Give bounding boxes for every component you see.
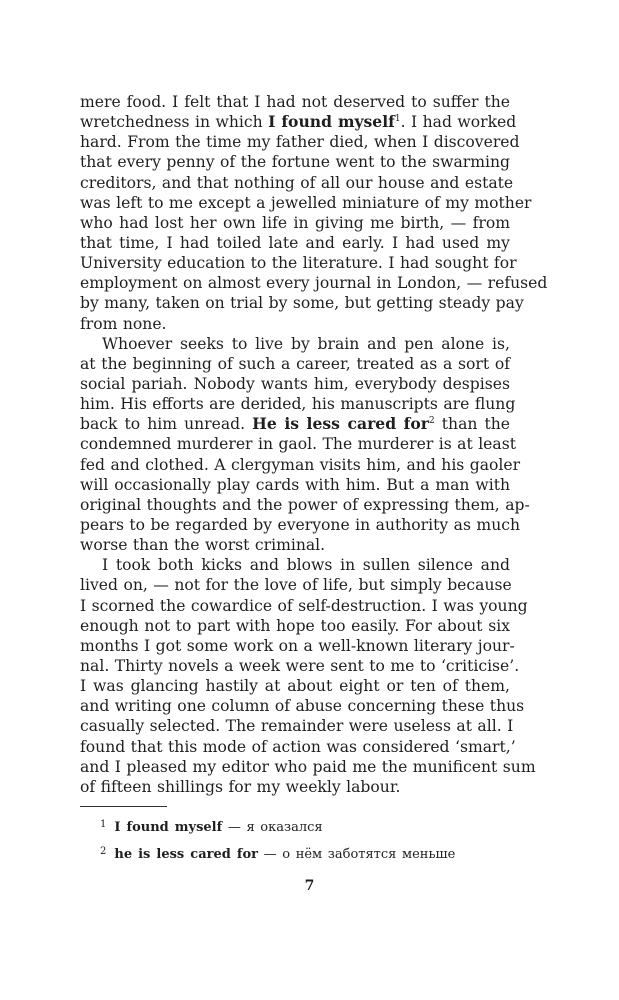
footnote-ref: 2 xyxy=(428,416,435,427)
footnote-ref: 1 xyxy=(394,114,401,125)
text-line: pears to be regarded by everyone in authority as much xyxy=(80,515,521,534)
text-line: found that this mode of action was considered ‘smart,’ xyxy=(80,737,516,756)
text-line: months I got some work on a well-known literary jour- xyxy=(80,636,515,655)
text-line: I took both kicks and blows in sullen silence and xyxy=(102,556,510,575)
footnote-translation: — о нём заботятся меньше xyxy=(257,847,456,862)
text-line: mere food. I felt that I had not deserved to suffer the xyxy=(80,93,510,111)
footnote-divider xyxy=(80,806,167,807)
text-line: condemned murderer in gaol. The murderer is at least xyxy=(80,435,516,454)
text-line: social pariah. Nobody wants him, everybody despises xyxy=(80,374,510,393)
text-line: creditors, and that nothing of all our house and estate xyxy=(80,173,514,192)
text-line: enough not to part with hope too easily. For about six xyxy=(80,616,510,635)
text-line: that every penny of the fortune went to the swarming xyxy=(80,153,510,172)
text-line: him. His efforts are derided, his manuscripts are flung xyxy=(80,395,516,414)
footnote-number: 2 xyxy=(100,846,107,857)
text-line: hard. From the time my father died, when I discovered xyxy=(80,133,520,152)
text-line: worse than the worst criminal. xyxy=(80,536,326,555)
text-line: wretchedness in which I found myself$^1$. I had worked xyxy=(80,112,517,132)
text-line: back to him unread. He is less cared for$^2$ than the xyxy=(80,414,510,434)
text-line: from none. xyxy=(80,314,167,333)
text-line: that time, I had toiled late and early. I had used my xyxy=(80,233,510,252)
text-line: I was glancing hastily at about eight or ten of them, xyxy=(80,677,510,696)
text-line: was left to me except a jewelled miniature of my mother xyxy=(80,193,532,212)
text-line: Whoever seeks to live by brain and pen alone is, xyxy=(102,334,510,353)
footnote-term: I found myself xyxy=(114,820,223,835)
page-number: 7 xyxy=(304,878,315,894)
text-line: casually selected. The remainder were useless at all. I xyxy=(80,717,514,736)
footnote-term: he is less cared for xyxy=(114,847,258,862)
text-line: who had lost her own life in giving me birth, — from xyxy=(80,213,510,232)
footnote-number: 1 xyxy=(100,819,107,830)
text-line: and writing one column of abuse concerning these thus xyxy=(80,697,525,716)
text-line: nal. Thirty novels a week were sent to me to ‘criticise’. xyxy=(80,656,520,675)
text-line: by many, taken on trial by some, but getting steady pay xyxy=(80,294,524,313)
text-line: original thoughts and the power of expressing them, ap- xyxy=(80,495,530,514)
footnote-2 xyxy=(100,840,520,867)
text-line: will occasionally play cards with him. But a man with xyxy=(80,475,510,494)
text-line: lived on, — not for the love of life, but simply because xyxy=(80,576,512,595)
text-line: of fifteen shillings for my weekly labour. xyxy=(80,777,401,796)
text-line: at the beginning of such a career, treated as a sort of xyxy=(80,354,510,373)
footnotes xyxy=(100,813,520,867)
footnote-1 xyxy=(100,813,520,840)
text-line: fed and clothed. A clergyman visits him, and his gaoler xyxy=(80,455,521,474)
text-line: employment on almost every journal in London, — refused xyxy=(80,274,548,293)
footnote-translation: — я оказался xyxy=(222,820,323,835)
text-line: I scorned the cowardice of self-destruction. I was young xyxy=(80,596,528,615)
glossed-phrase: I found myself xyxy=(268,112,395,132)
body-text xyxy=(80,92,548,797)
text-line: and I pleased my editor who paid me the munificent sum xyxy=(80,757,536,776)
glossed-phrase: He is less cared for xyxy=(252,414,429,434)
text-line: University education to the literature. I had sought for xyxy=(80,254,517,273)
